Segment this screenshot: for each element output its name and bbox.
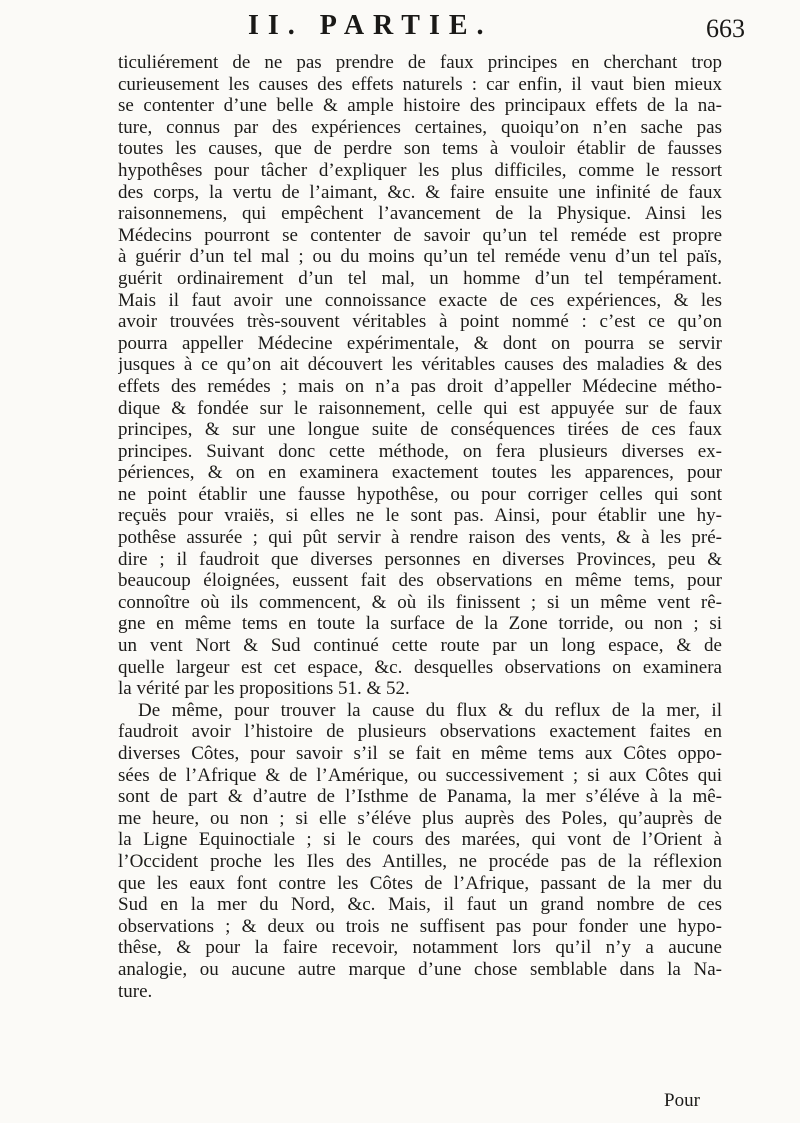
text-line: à guérir d’un tel mal ; ou du moins qu’un tel reméde venu d’un tel païs, <box>118 246 722 268</box>
text-line: ticuliérement de ne pas prendre de faux principes en cherchant trop <box>118 52 722 73</box>
text-line: la vérité par les propositions 51. & 52. <box>118 678 410 700</box>
running-head <box>0 6 800 46</box>
text-line: Mais il faut avoir une connoissance exacte de ces expériences, & les <box>118 289 722 311</box>
text-line: sont de part & d’autre de l’Isthme de Panama, la mer s’éléve à la mê- <box>118 786 722 808</box>
page-number: 663 <box>706 14 745 43</box>
text-line: hypothêses pour tâcher d’expliquer les plus difficiles, comme le ressort <box>118 159 722 181</box>
text-line: jusques à ce qu’on ait découvert les véritables causes des maladies & des <box>118 354 722 376</box>
text-line: toutes les causes, que de perdre son tems à vouloir établir de fausses <box>118 138 722 160</box>
text-line: raisonnemens, qui empêchent l’avancement de la Physique. Ainsi les <box>118 203 722 225</box>
text-line: curieusement les causes des effets naturels : car enfin, il vaut bien mieux <box>118 73 722 95</box>
text-line: observations ; & deux ou trois ne suffisent pas pour fonder une hypo- <box>118 915 722 937</box>
text-line: connoître où ils commencent, & où ils finissent ; si un même vent rê- <box>118 591 722 613</box>
text-line: thêse, & pour la faire recevoir, notamment lors qu’il n’y a aucune <box>118 937 722 959</box>
text-line: beaucoup éloignées, eussent fait des observations en même tems, pour <box>118 570 722 592</box>
body-text <box>118 52 722 1002</box>
text-line: guérit ordinairement d’un tel mal, un homme d’un tel tempérament. <box>118 267 722 289</box>
text-line: sées de l’Afrique & de l’Amérique, ou successivement ; si aux Côtes qui <box>118 764 722 786</box>
text-line: que les eaux font contre les Côtes de l’Afrique, passant de la mer du <box>118 872 722 894</box>
text-line: pourra appeller Médecine expérimentale, & dont on pourra se servir <box>118 332 722 354</box>
text-line: l’Occident proche les Iles des Antilles, ne procéde pas de la réflexion <box>118 850 722 872</box>
text-line: principes. Suivant donc cette méthode, on fera plusieurs diverses ex- <box>118 440 722 462</box>
text-line: un vent Nort & Sud continué cette route par un long espace, & de <box>118 635 722 657</box>
text-line: analogie, ou aucune autre marque d’une chose semblable dans la Na- <box>118 958 722 980</box>
text-line: gne en même tems en toute la surface de la Zone torride, ou non ; si <box>118 613 722 635</box>
text-line: périences, & on en examinera exactement toutes les apparences, pour <box>118 462 722 484</box>
running-title: II. PARTIE. <box>248 10 493 41</box>
text-line: De même, pour trouver la cause du flux & du reflux de la mer, il <box>138 699 722 721</box>
text-line: faudroit avoir l’histoire de plusieurs observations exactement faites en <box>118 721 722 743</box>
text-line: diverses Côtes, pour savoir s’il se fait en même tems aux Côtes oppo- <box>118 743 722 764</box>
text-line: se contenter d’une belle & ample histoire des principaux effets de la na- <box>118 95 722 117</box>
text-line: la Ligne Equinoctiale ; si le cours des marées, qui vont de l’Orient à <box>118 829 722 851</box>
text-line: principes, & sur une longue suite de conséquences tirées de ces faux <box>118 419 722 441</box>
text-line: dire ; il faudroit que diverses personnes en diverses Provinces, peu & <box>118 548 722 570</box>
text-line: Sud en la mer du Nord, &c. Mais, il faut un grand nombre de ces <box>118 894 722 916</box>
text-line: ture, connus par des expériences certaines, quoiqu’on n’en sache pas <box>118 116 722 138</box>
text-line: Médecins pourront se contenter de savoir qu’un tel reméde est propre <box>118 224 722 246</box>
text-line: ne point établir une fausse hypothêse, ou pour corriger celles qui sont <box>118 483 722 505</box>
text-line: pothêse assurée ; qui pût servir à rendre raison des vents, & à les pré- <box>118 527 722 549</box>
text-line: dique & fondée sur le raisonnement, celle qui est appuyée sur de faux <box>118 397 722 419</box>
text-line: quelle largeur est cet espace, &c. desquelles observations on examinera <box>118 656 722 678</box>
text-line: ture. <box>118 980 153 1002</box>
text-line: effets des remédes ; mais on n’a pas droit d’appeller Médecine métho- <box>118 375 722 397</box>
text-line: avoir trouvées très-souvent véritables à point nommé : c’est ce qu’on <box>118 311 722 333</box>
text-line: me heure, ou non ; si elle s’éléve plus auprès des Poles, qu’auprès de <box>118 807 722 829</box>
text-line: reçuës pour vraiës, si elles ne le sont pas. Ainsi, pour établir une hy- <box>118 505 722 527</box>
catchword: Pour <box>664 1090 700 1111</box>
text-line: des corps, la vertu de l’aimant, &c. & faire ensuite une infinité de faux <box>118 181 722 203</box>
